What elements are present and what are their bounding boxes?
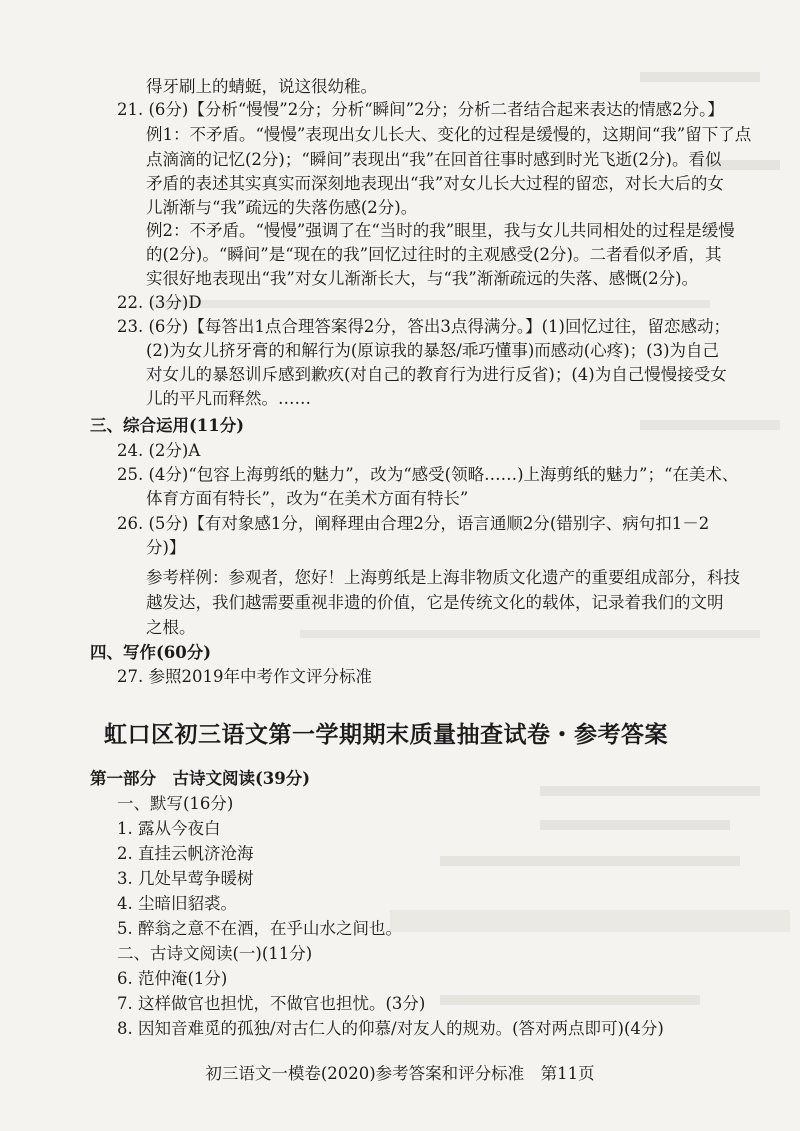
answer-line: 越发达，我们越需要重视非遗的价值，它是传统文化的载体，记录着我们的文明 bbox=[146, 593, 724, 612]
subsection-heading: 一、默写(16分) bbox=[117, 794, 234, 813]
answer-line: 3. 几处早莺争暖树 bbox=[117, 869, 254, 888]
answer-line: 的(2分)。“瞬间”是“现在的我”回忆过往时的主观感受(2分)。二者看似矛盾，其 bbox=[146, 245, 722, 264]
page-footer: 初三语文一模卷(2020)参考答案和评分标准 第11页 bbox=[205, 1064, 595, 1083]
answer-line: 5. 醉翁之意不在酒，在乎山水之间也。 bbox=[117, 919, 402, 938]
answer-line: (2)为女儿挤牙膏的和解行为(原谅我的暴怒/乖巧懂事)而感动(心疼)；(3)为自己 bbox=[146, 341, 720, 360]
answer-line: 儿渐渐与“我”疏远的失落伤感(2分)。 bbox=[146, 198, 418, 217]
answer-line: 分)】 bbox=[146, 538, 186, 557]
q25-answer: 25. (4分)“包容上海剪纸的魅力”，改为“感受(领略……)上海剪纸的魅力”；“在美术、 bbox=[117, 465, 739, 484]
bleed-through-mark bbox=[540, 786, 760, 796]
q24-answer: 24. (2分)A bbox=[117, 441, 201, 460]
bleed-through-mark bbox=[540, 820, 730, 830]
bleed-through-mark bbox=[640, 72, 760, 82]
bleed-through-mark bbox=[640, 420, 780, 430]
q26-header: 26. (5分)【有对象感1分，阐释理由合理2分，语言通顺2分(错别字、病句扣1－2 bbox=[117, 514, 710, 533]
q23-header: 23. (6分)【每答出1点合理答案得2分，答出3点得满分。】(1)回忆过往，留恋感动； bbox=[117, 317, 730, 336]
answer-line: 例1：不矛盾。“慢慢”表现出女儿长大、变化的过程是缓慢的，这期间“我”留下了点 bbox=[146, 125, 752, 144]
bleed-through-mark bbox=[300, 630, 760, 638]
answer-line: 4. 尘暗旧貂裘。 bbox=[117, 894, 237, 913]
answer-line: 2. 直挂云帆济沧海 bbox=[117, 844, 254, 863]
answer-line: 7. 这样做官也担忧，不做官也担忧。(3分) bbox=[117, 994, 426, 1013]
answer-line: 体育方面有特长”，改为“在美术方面有特长” bbox=[146, 489, 469, 508]
answer-line: 得牙刷上的蜻蜓，说这很幼稚。 bbox=[146, 77, 377, 96]
answer-line: 6. 范仲淹(1分) bbox=[117, 969, 228, 988]
section-heading: 四、写作(60分) bbox=[90, 643, 212, 662]
subsection-heading: 二、古诗文阅读(一)(11分) bbox=[117, 944, 313, 963]
bleed-through-mark bbox=[440, 856, 740, 866]
bleed-through-mark bbox=[440, 995, 700, 1005]
section-heading: 三、综合运用(11分) bbox=[90, 416, 245, 435]
answer-line: 矛盾的表述其实真实而深刻地表现出“我”对女儿长大过程的留恋，对长大后的女 bbox=[146, 174, 724, 193]
q22-answer: 22. (3分)D bbox=[117, 293, 202, 312]
answer-line: 实很好地表现出“我”对女儿渐渐长大，与“我”渐渐疏远的失落、感慨(2分)。 bbox=[146, 269, 699, 288]
q21-header: 21. (6分)【分析“慢慢”2分；分析“瞬间”2分；分析二者结合起来表达的情感2分。】 bbox=[117, 100, 724, 119]
bleed-through-mark bbox=[390, 910, 790, 932]
answer-line: 8. 因知音难觅的孤独/对古仁人的仰慕/对友人的规劝。(答对两点即可)(4分) bbox=[117, 1019, 664, 1038]
q27-answer: 27. 参照2019年中考作文评分标准 bbox=[117, 667, 372, 686]
answer-line: 点滴滴的记忆(2分)；“瞬间”表现出“我”在回首往事时感到时光飞逝(2分)。看似 bbox=[146, 150, 722, 169]
part-heading: 第一部分 古诗文阅读(39分) bbox=[90, 769, 311, 788]
answer-line: 1. 露从今夜白 bbox=[117, 819, 221, 838]
bleed-through-mark bbox=[150, 300, 710, 308]
answer-line: 参考样例：参观者，您好！上海剪纸是上海非物质文化遗产的重要组成部分，科技 bbox=[146, 568, 740, 587]
answer-line: 对女儿的暴怒训斥感到歉疚(对自己的教育行为进行反省)；(4)为自己慢慢接受女 bbox=[146, 365, 727, 384]
page-title: 虹口区初三语文第一学期期末质量抽查试卷・参考答案 bbox=[104, 721, 668, 748]
answer-line: 之根。 bbox=[146, 618, 196, 637]
answer-line: 儿的平凡而释然。…… bbox=[146, 389, 311, 408]
answer-line: 例2：不矛盾。“慢慢”强调了在“当时的我”眼里，我与女儿共同相处的过程是缓慢 bbox=[146, 221, 735, 240]
